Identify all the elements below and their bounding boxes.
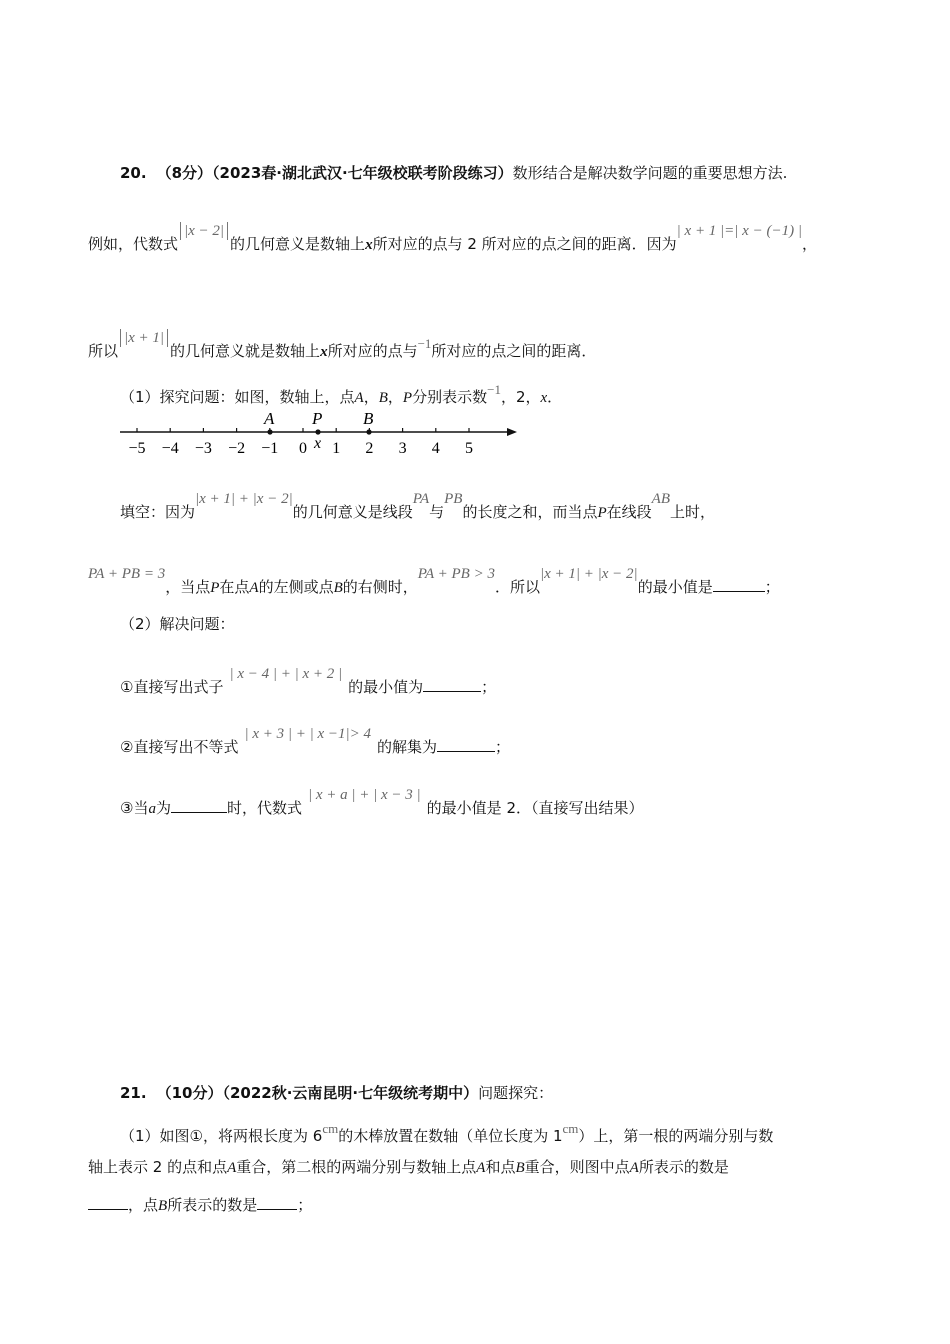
tick-label: 0 — [299, 440, 307, 457]
point-B-label: B — [363, 409, 374, 428]
text-segment: ； — [764, 578, 780, 596]
answer-blank[interactable] — [437, 737, 495, 752]
x-label: x — [314, 435, 322, 452]
text-segment: 重合，则图中点 — [524, 1158, 630, 1176]
text-segment: 轴上表示 2 的点和点 — [88, 1158, 228, 1176]
var-a: a — [148, 801, 156, 817]
point-A: A — [629, 1160, 639, 1176]
ineq-pa-pb-3: PA + PB > 3 — [417, 566, 495, 582]
point-A: A — [476, 1160, 486, 1176]
var-x: x — [365, 237, 373, 253]
text-segment: 上时， — [670, 503, 716, 521]
q20-header — [120, 162, 787, 184]
text-segment: ， — [363, 388, 379, 406]
point-B-dot — [366, 429, 371, 434]
text-segment: 在线段 — [606, 503, 652, 521]
text-segment: 的解集为 — [377, 738, 438, 756]
q20-item1 — [120, 663, 496, 698]
q21-title: 问题探究： — [478, 1084, 554, 1102]
q20-item2 — [120, 723, 510, 758]
number-line-figure — [115, 405, 525, 463]
text-segment: ①直接写出式子 — [120, 678, 224, 696]
text-segment: 所以 — [88, 342, 119, 360]
tick-label: 3 — [398, 440, 407, 457]
q20-part2-label: （2）解决问题： — [120, 615, 235, 633]
point-A: A — [354, 390, 364, 406]
tick-label: −5 — [128, 440, 146, 457]
expr-abs-identity: | x + 1 |=| x − (−1) | — [676, 223, 802, 239]
q21-line3 — [88, 1194, 312, 1217]
point-P: P — [402, 390, 413, 406]
q20-line2 — [88, 220, 817, 256]
q21-number: 21. — [120, 1084, 147, 1102]
text-segment: 所表示的数是 — [167, 1196, 258, 1214]
text-segment: ．所以 — [494, 578, 540, 596]
q21-source: （2022秋·云南昆明·七年级统考期中） — [222, 1084, 479, 1102]
text-segment: 分别表示数 — [412, 388, 488, 406]
expr-item2: | x + 3 | + | x −1|> 4 — [244, 726, 372, 742]
neg-one: −1 — [417, 336, 432, 351]
text-segment: ②直接写出不等式 — [120, 738, 239, 756]
expr-abs-x-minus-2: |x − 2| — [180, 222, 228, 240]
text-segment: 时，代数式 — [226, 799, 302, 817]
tick-label: 4 — [431, 440, 440, 457]
text-segment: 填空：因为 — [120, 503, 196, 521]
point-P-dot — [315, 429, 320, 434]
text-segment: 的最小值为 — [348, 678, 424, 696]
seg-PB: PB — [444, 491, 463, 507]
text-segment: 的几何意义是线段 — [292, 503, 413, 521]
point-B: B — [515, 1160, 525, 1176]
q21-line1 — [120, 1118, 773, 1147]
text-segment: ）上，第一根的两端分别与数 — [578, 1127, 774, 1145]
tick-label: −1 — [261, 440, 279, 457]
point-B: B — [158, 1198, 168, 1214]
q20-item3 — [120, 784, 644, 820]
tick-label: 2 — [365, 440, 374, 457]
text-segment: 的几何意义就是数轴上 — [170, 342, 321, 360]
text-segment: （1）探究问题：如图，数轴上，点 — [120, 388, 355, 406]
q20-points: （8分） — [156, 164, 213, 182]
answer-blank[interactable] — [88, 1195, 128, 1210]
q20-intro: 数形结合是解决数学问题的重要思想方法. — [512, 164, 788, 182]
answer-blank[interactable] — [171, 798, 227, 813]
text-segment: 的右侧时， — [342, 578, 418, 596]
tick-label: 1 — [332, 440, 341, 457]
text-segment: 和点 — [485, 1158, 516, 1176]
q20-source: （2023春·湖北武汉·七年级校联考阶段练习） — [212, 164, 513, 182]
point-P-label: P — [312, 409, 323, 428]
text-segment: 的最小值是 — [637, 578, 713, 596]
q20-number: 20. — [120, 164, 147, 182]
text-segment: ； — [481, 678, 497, 696]
q20-fill-line1 — [120, 488, 715, 524]
q20-line3 — [88, 329, 596, 363]
text-segment: 的几何意义是数轴上 — [230, 235, 366, 253]
text-segment: 为 — [155, 799, 171, 817]
tick-label: 5 — [465, 440, 473, 457]
axis-arrow — [507, 428, 517, 436]
tick-label: −2 — [228, 440, 246, 457]
var-x: x — [320, 344, 328, 360]
text-segment: 在点 — [219, 578, 250, 596]
expr-item1: | x − 4 | + | x + 2 | — [229, 666, 343, 682]
text-segment: 的左侧或点 — [258, 578, 334, 596]
text-segment: 重合，第二根的两端分别与数轴上点 — [236, 1158, 477, 1176]
text-segment: ，2， — [500, 388, 541, 406]
answer-blank[interactable] — [423, 677, 481, 692]
eq-pa-pb-3: PA + PB = 3 — [88, 566, 166, 582]
unit-cm: cm — [562, 1121, 579, 1136]
point-A: A — [249, 580, 259, 596]
q21-header — [120, 1082, 553, 1104]
q21-points: （10分） — [156, 1084, 223, 1102]
unit-cm: cm — [322, 1121, 339, 1136]
seg-AB: AB — [651, 491, 670, 507]
text-segment: ， — [801, 235, 817, 253]
text-segment: 与 — [429, 503, 445, 521]
point-P: P — [597, 505, 607, 521]
point-A: A — [227, 1160, 237, 1176]
point-A-dot — [267, 429, 272, 434]
seg-PA: PA — [412, 491, 430, 507]
text-segment: ． — [547, 388, 563, 406]
point-B: B — [378, 390, 388, 406]
text-segment: （1）如图①，将两根长度为 6 — [120, 1127, 323, 1145]
point-P: P — [210, 580, 220, 596]
answer-blank[interactable] — [257, 1195, 297, 1210]
tick-label: −3 — [194, 440, 212, 457]
text-segment: 的长度之和，而当点 — [462, 503, 598, 521]
point-B: B — [333, 580, 343, 596]
q21-line2 — [88, 1156, 729, 1179]
text-segment: ③当 — [120, 799, 149, 817]
text-segment: 例如，代数式 — [88, 235, 179, 253]
var-x: x — [540, 390, 548, 406]
text-segment: 所对应的点与 — [327, 342, 418, 360]
text-segment: ，点 — [128, 1196, 159, 1214]
expr-item3: | x + a | + | x − 3 | — [307, 787, 421, 803]
text-segment: ， — [387, 388, 403, 406]
answer-blank[interactable] — [713, 577, 765, 592]
expr-sum-abs: |x + 1| + |x − 2| — [540, 566, 638, 582]
expr-sum-abs: |x + 1| + |x − 2| — [195, 491, 293, 507]
tick-label: −4 — [161, 440, 179, 457]
q20-fill-line2 — [88, 563, 780, 599]
text-segment: 所对应的点之间的距离． — [431, 342, 597, 360]
text-segment: 的木棒放置在数轴（单位长度为 1 — [338, 1127, 563, 1145]
point-A-label: A — [264, 409, 275, 428]
text-segment: ； — [297, 1196, 313, 1214]
text-segment: ，当点 — [165, 578, 211, 596]
text-segment: 的最小值是 2．（直接写出结果） — [426, 799, 644, 817]
neg-one: −1 — [487, 382, 501, 397]
expr-abs-x-plus-1: |x + 1| — [120, 329, 168, 347]
text-segment: ； — [495, 738, 511, 756]
text-segment: 所表示的数是 — [638, 1158, 729, 1176]
text-segment: 所对应的点与 2 所对应的点之间的距离．因为 — [372, 235, 677, 253]
